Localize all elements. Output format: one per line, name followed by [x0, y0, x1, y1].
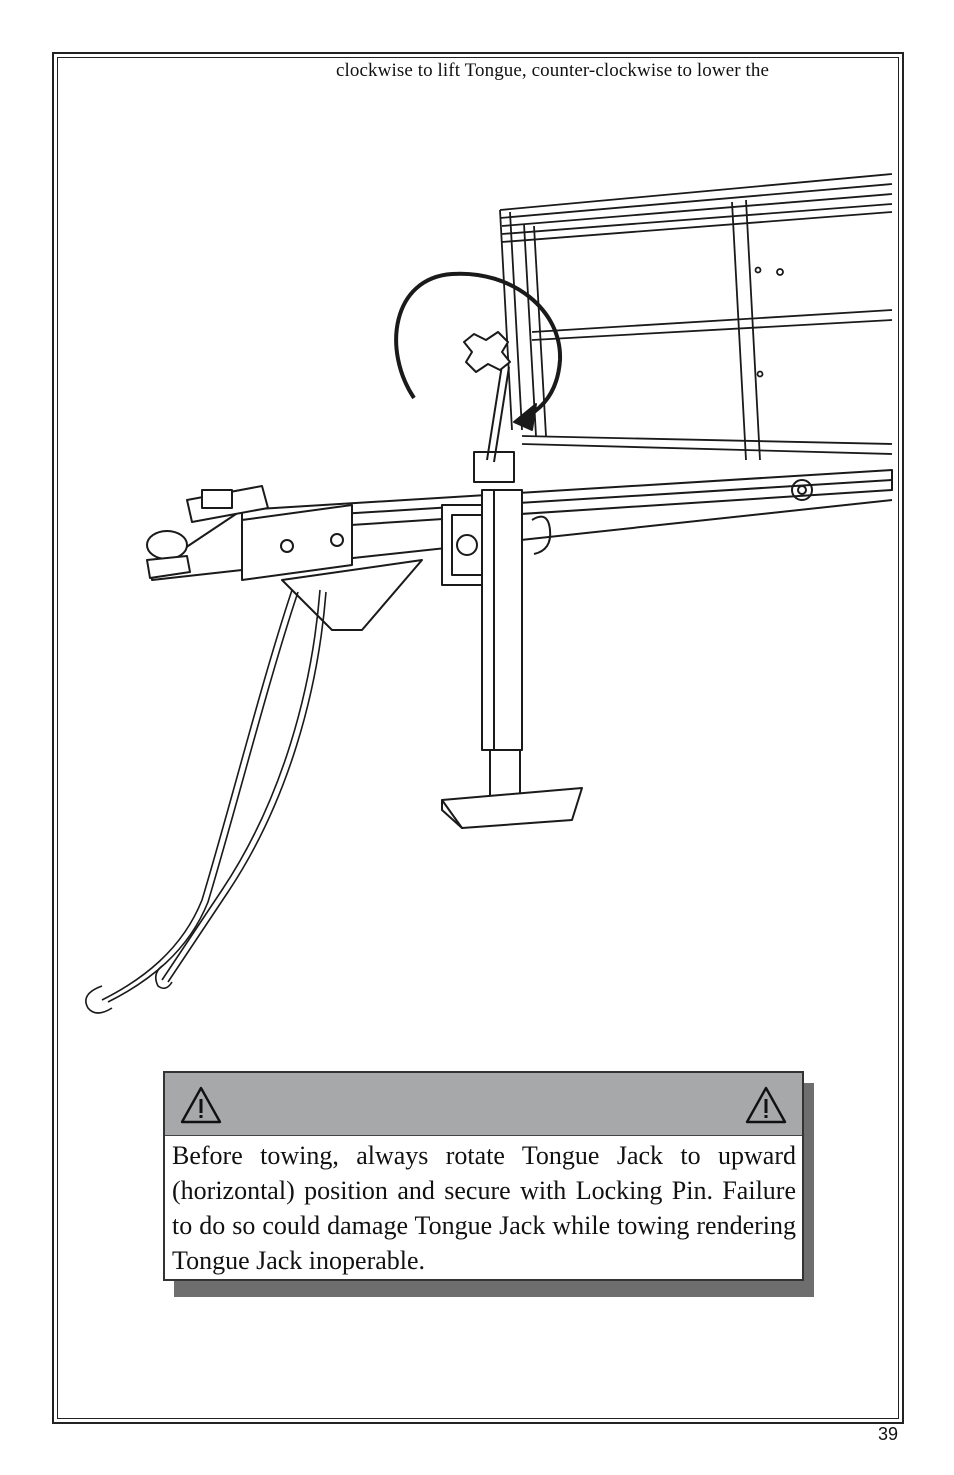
warning-box	[163, 1071, 804, 1281]
warning-triangle-icon	[744, 1085, 788, 1125]
crank-handle	[464, 332, 514, 482]
tongue-jack-illustration	[62, 160, 894, 1030]
warning-header	[165, 1073, 802, 1136]
warning-text: Before towing, always rotate Tongue Jack to upward (horizontal) position and secure with Locking Pin. Failure to do so could damage Tongue Jack while towing rendering Tongue Jack inoperable.	[172, 1141, 796, 1275]
page-number: 39	[878, 1424, 899, 1444]
safety-chains	[86, 590, 326, 1013]
continued-instruction-text: clockwise to lift Tongue, counter-clockwise to lower the	[336, 60, 770, 81]
trailer-side-rail	[500, 174, 892, 460]
warning-triangle-icon	[179, 1085, 223, 1125]
